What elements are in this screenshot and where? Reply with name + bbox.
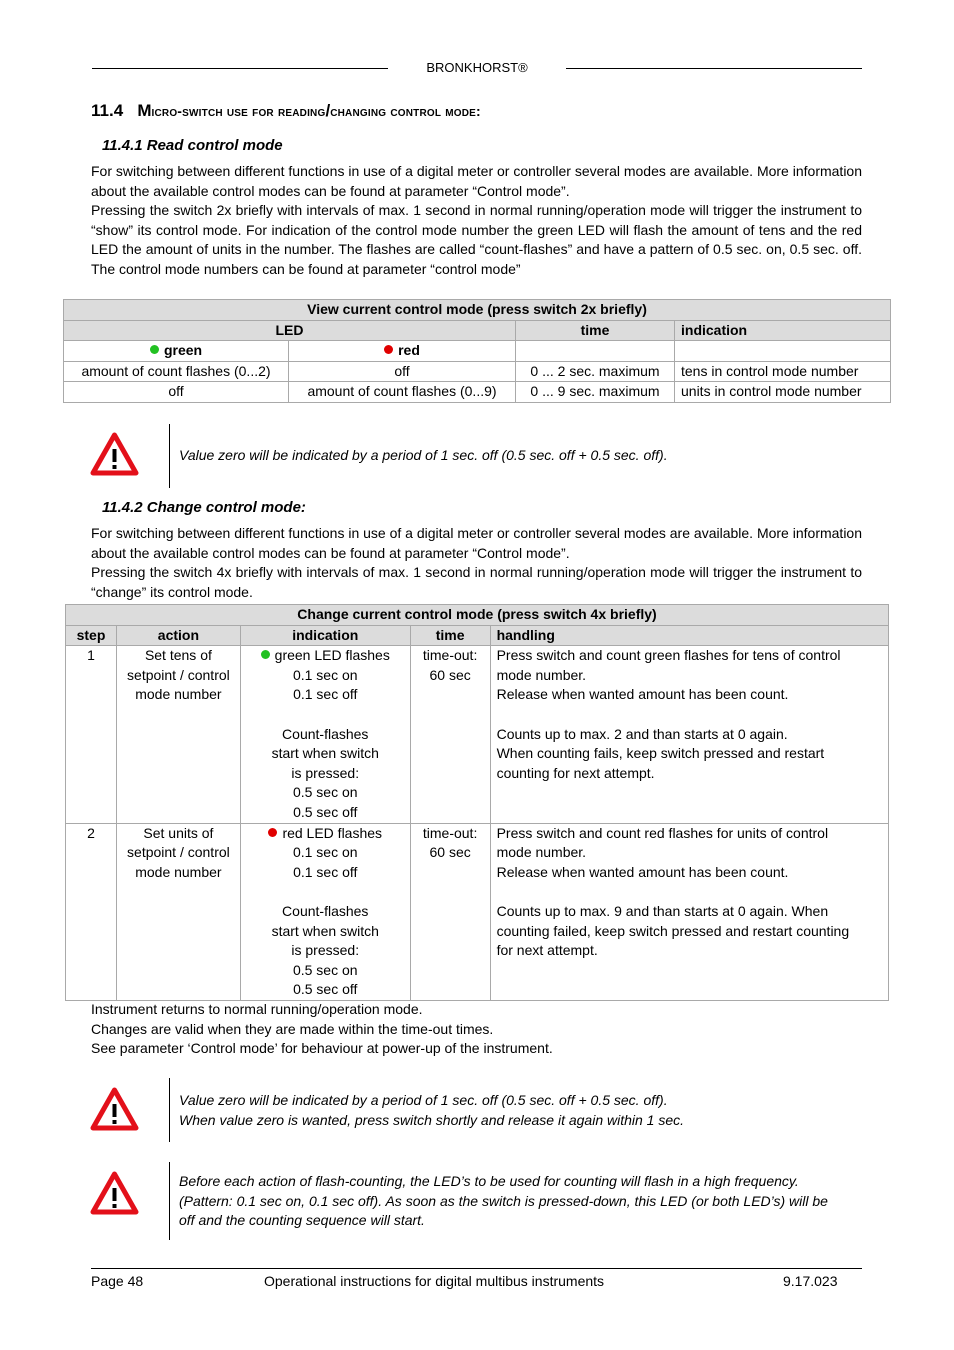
table-row (66, 646, 889, 823)
section-title-part2: hanging control mode: (337, 103, 481, 119)
warning-triangle-icon (90, 1171, 139, 1215)
cell-line (247, 824, 404, 844)
warning-triangle-icon (90, 1087, 139, 1131)
warning-triangle-icon (90, 432, 139, 476)
red-label: red (398, 342, 420, 359)
table-row (66, 823, 889, 1000)
cell-line: 0.1 sec off (293, 863, 358, 880)
view-table-empty-cell (516, 341, 675, 362)
table-cell: units in control mode number (675, 382, 891, 403)
cell-line: When counting fails, keep switch pressed and restart (496, 745, 825, 762)
step-cell: 2 (66, 823, 117, 1000)
section-title-slash: / (325, 101, 331, 120)
header-rule-right (566, 68, 862, 69)
read-paragraph (91, 162, 862, 280)
cell-line: 0.5 sec off (293, 981, 358, 998)
subsection-title-change: 11.4.2 Change control mode: (102, 499, 306, 516)
cell-line: start when switch (271, 922, 379, 939)
cell-line: time-out: (422, 647, 478, 664)
cell-line: is pressed: (291, 764, 360, 781)
after-table-line: Instrument returns to normal running/operation mode. (91, 1001, 423, 1017)
table-cell: off (64, 382, 289, 403)
cell-line: 0.1 sec on (292, 666, 358, 683)
view-table-red-header (289, 341, 516, 362)
action-cell (116, 823, 240, 1000)
footer-version: 9.17.023 (783, 1273, 838, 1289)
green-label: green (163, 342, 203, 359)
after-table-line: See parameter ‘Control mode’ for behaviour at power-up of the instrument. (91, 1040, 553, 1057)
red-led-dot-icon (384, 345, 393, 354)
cell-line: Press switch and count green flashes for tens of control (496, 647, 841, 664)
cell-line: mode number. (496, 666, 587, 683)
read-paragraph-1: For switching between different functions in use of a digital meter or controller several modes are available. More information about the available control modes can be found at parameter “Control mode”. (91, 163, 862, 199)
time-cell (410, 646, 490, 823)
cell-line: 0.1 sec on (292, 844, 358, 861)
warning-divider (169, 424, 170, 488)
warning-divider (169, 1162, 170, 1240)
cell-line: 0.5 sec on (292, 961, 358, 978)
indication-first: red LED flashes (282, 824, 383, 841)
red-led-dot-icon (268, 828, 277, 837)
header-brand: BRONKHORST® (426, 60, 528, 75)
cell-line: Count-flashes (282, 902, 369, 919)
cell-line: Counts up to max. 9 and than starts at 0 again. When (496, 902, 829, 919)
view-table-header-led: LED (64, 320, 516, 341)
green-led-dot-icon (261, 650, 270, 659)
view-table-green-header (64, 341, 289, 362)
view-table-header-time: time (516, 320, 675, 341)
table-cell: tens in control mode number (675, 361, 891, 382)
view-control-mode-table (63, 299, 891, 403)
warning-line: (Pattern: 0.1 sec on, 0.1 sec off). As soon as the switch is pressed-down, this LED (or both LED’s) will be (179, 1192, 828, 1209)
section-title-part1: icro-switch use for reading (151, 103, 326, 119)
section-title-initial: M (137, 101, 152, 120)
change-control-mode-table (65, 604, 889, 1001)
warning-divider (169, 1078, 170, 1142)
handling-cell (490, 823, 888, 1000)
indication-cell (240, 823, 410, 1000)
cell-line (247, 646, 404, 666)
indication-first: green LED flashes (274, 647, 390, 664)
cell-line: setpoint / control (127, 844, 230, 861)
change-paragraph-2: Pressing the switch 4x briefly with intervals of max. 1 second in normal running/operation mode will trigger the instrument to “change” its control mode. (91, 564, 862, 600)
cell-line: Count-flashes (282, 725, 369, 742)
table-row (64, 361, 891, 382)
table-cell: 0 ... 2 sec. maximum (516, 361, 675, 382)
cell-line: mode number (135, 863, 222, 880)
subsection-title-read: 11.4.1 Read control mode (102, 137, 283, 154)
table-cell: off (289, 361, 516, 382)
warning-text-3 (179, 1172, 859, 1231)
warning-text-1 (179, 446, 859, 466)
change-paragraph (91, 524, 862, 602)
step-cell: 1 (66, 646, 117, 823)
footer-rule (91, 1268, 862, 1269)
cell-line (497, 882, 882, 902)
section-title-initial2: c (330, 103, 338, 119)
change-paragraph-1: For switching between different functions in use of a digital meter or controller several modes are available. More information about the available control modes can be found at parameter “Control mode”. (91, 525, 862, 561)
table-row (64, 382, 891, 403)
change-table-header-step: step (66, 625, 117, 646)
warning-line: Value zero will be indicated by a period of 1 sec. off (0.5 sec. off + 0.5 sec. off). (179, 447, 668, 463)
view-table-empty-cell (675, 341, 891, 362)
footer-page: Page 48 (91, 1273, 144, 1289)
change-table-header-indication: indication (240, 625, 410, 646)
cell-line: Release when wanted amount has been count. (496, 686, 789, 703)
change-table-header-action: action (116, 625, 240, 646)
section-title (91, 101, 481, 121)
cell-line: is pressed: (291, 942, 360, 959)
change-table-header-time: time (410, 625, 490, 646)
after-table-text (91, 1000, 862, 1059)
cell-line: mode number (135, 686, 222, 703)
cell-line: 60 sec (429, 844, 471, 861)
handling-cell (490, 646, 888, 823)
read-paragraph-2: Pressing the switch 2x briefly with intervals of max. 1 second in normal running/operation mode will trigger the instrument to “show” its control mode. For indication of the control mode number the green LED will flash the amount of tens and the red LED the amount of units in the number. The flashes are called “count-flashes” and have a pattern of 0.5 sec. on, 0.5 sec. off. The control mode numbers can be found at parameter “control mode” (91, 202, 862, 277)
footer-document-title: Operational instructions for digital multibus instruments (264, 1273, 605, 1289)
after-table-line: Changes are valid when they are made within the time-out times. (91, 1020, 494, 1037)
cell-line (247, 882, 404, 902)
cell-line (497, 705, 882, 725)
cell-line: Press switch and count red flashes for units of control (496, 824, 829, 841)
change-table-header-handling: handling (490, 625, 888, 646)
warning-line: Before each action of flash-counting, the LED’s to be used for counting will flash in a high frequency. (179, 1173, 799, 1189)
cell-line: 60 sec (429, 666, 471, 683)
cell-line: Release when wanted amount has been count. (496, 863, 789, 880)
warning-text-2 (179, 1091, 859, 1130)
cell-line: time-out: (422, 824, 478, 841)
cell-line: 0.1 sec off (293, 686, 358, 703)
section-number: 11.4 (91, 101, 124, 120)
time-cell (410, 823, 490, 1000)
cell-line: counting for next attempt. (496, 764, 655, 781)
cell-line: start when switch (271, 745, 379, 762)
warning-line: When value zero is wanted, press switch shortly and release it again within 1 sec. (179, 1111, 685, 1128)
green-led-dot-icon (150, 345, 159, 354)
table-cell: amount of count flashes (0...9) (289, 382, 516, 403)
view-table-title: View current control mode (press switch 2x briefly) (64, 300, 891, 321)
table-cell: amount of count flashes (0...2) (64, 361, 289, 382)
cell-line: setpoint / control (127, 666, 230, 683)
table-cell: 0 ... 9 sec. maximum (516, 382, 675, 403)
action-cell (116, 646, 240, 823)
cell-line: Counts up to max. 2 and than starts at 0 again. (496, 725, 788, 742)
cell-line: 0.5 sec off (293, 803, 358, 820)
indication-cell (240, 646, 410, 823)
cell-line: Set units of (143, 824, 214, 841)
cell-line (247, 705, 404, 725)
change-table-title: Change current control mode (press switch 4x briefly) (66, 605, 889, 626)
cell-line: 0.5 sec on (292, 784, 358, 801)
warning-line: off and the counting sequence will start. (179, 1212, 425, 1229)
warning-line: Value zero will be indicated by a period of 1 sec. off (0.5 sec. off + 0.5 sec. off). (179, 1092, 668, 1108)
cell-line: Set tens of (144, 647, 212, 664)
view-table-header-indication: indication (675, 320, 891, 341)
cell-line: counting failed, keep switch pressed and restart counting (496, 922, 850, 939)
cell-line: for next attempt. (496, 942, 598, 959)
cell-line: mode number. (496, 844, 587, 861)
